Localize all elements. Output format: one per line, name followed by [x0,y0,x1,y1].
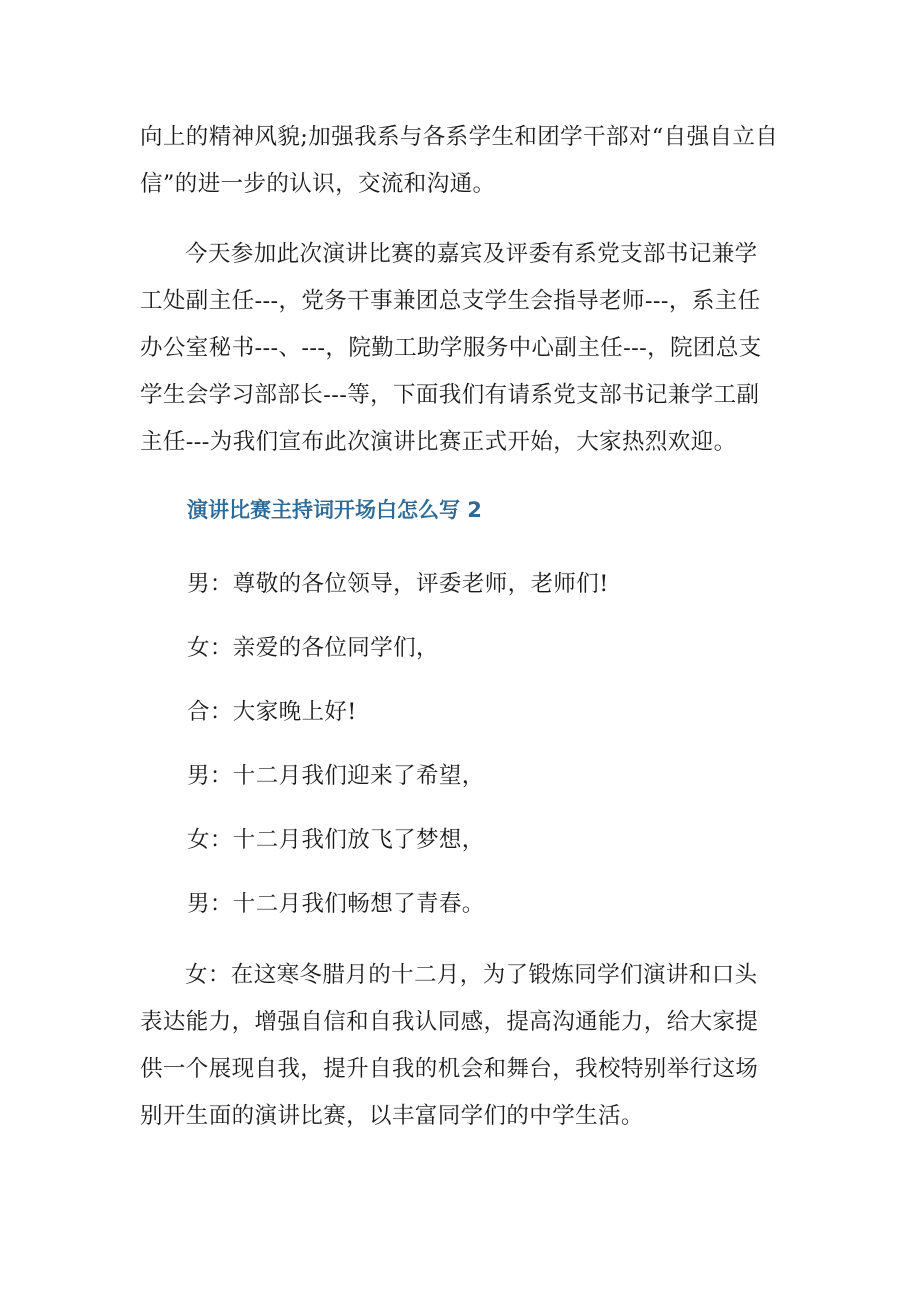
dialogue-line: 男：十二月我们迎来了希望， [187,763,485,789]
text-line: 工处副主任---，党务干事兼团总支学生会指导老师---，系主任 [140,288,761,314]
text-line: 供一个展现自我，提升自我的机会和舞台，我校特别举行这场 [140,1056,759,1082]
text-line: 信”的进一步的认识，交流和沟通。 [140,171,496,197]
section-heading: 演讲比赛主持词开场白怎么写 2 [187,498,482,522]
dialogue-line: 女：亲爱的各位同学们， [187,635,439,661]
text-line: 向上的精神风貌;加强我系与各系学生和团学干部对“自强自立自 [140,124,779,150]
dialogue-line: 男：尊敬的各位领导，评委老师，老师们! [187,571,609,597]
dialogue-line: 男：十二月我们畅想了青春。 [187,891,485,917]
text-line: 主任---为我们宣布此次演讲比赛正式开始，大家热烈欢迎。 [140,429,737,455]
paragraph-guests [140,231,780,466]
text-line: 别开生面的演讲比赛，以丰富同学们的中学生活。 [140,1103,644,1129]
paragraph-purpose [140,952,780,1140]
text-line: 办公室秘书---、---，院勤工助学服务中心副主任---，院团总支 [140,335,762,361]
text-line: 今天参加此次演讲比赛的嘉宾及评委有系党支部书记兼学 [185,241,758,267]
paragraph-intro-end [140,114,780,208]
text-line: 女：在这寒冬腊月的十二月，为了锻炼同学们演讲和口头 [185,962,758,988]
dialogue-line: 合：大家晚上好! [187,699,357,725]
text-line: 表达能力，增强自信和自我认同感，提高沟通能力，给大家提 [140,1009,759,1035]
text-line: 学生会学习部部长---等，下面我们有请系党支部书记兼学工副 [140,382,760,408]
dialogue-line: 女：十二月我们放飞了梦想， [187,827,485,853]
